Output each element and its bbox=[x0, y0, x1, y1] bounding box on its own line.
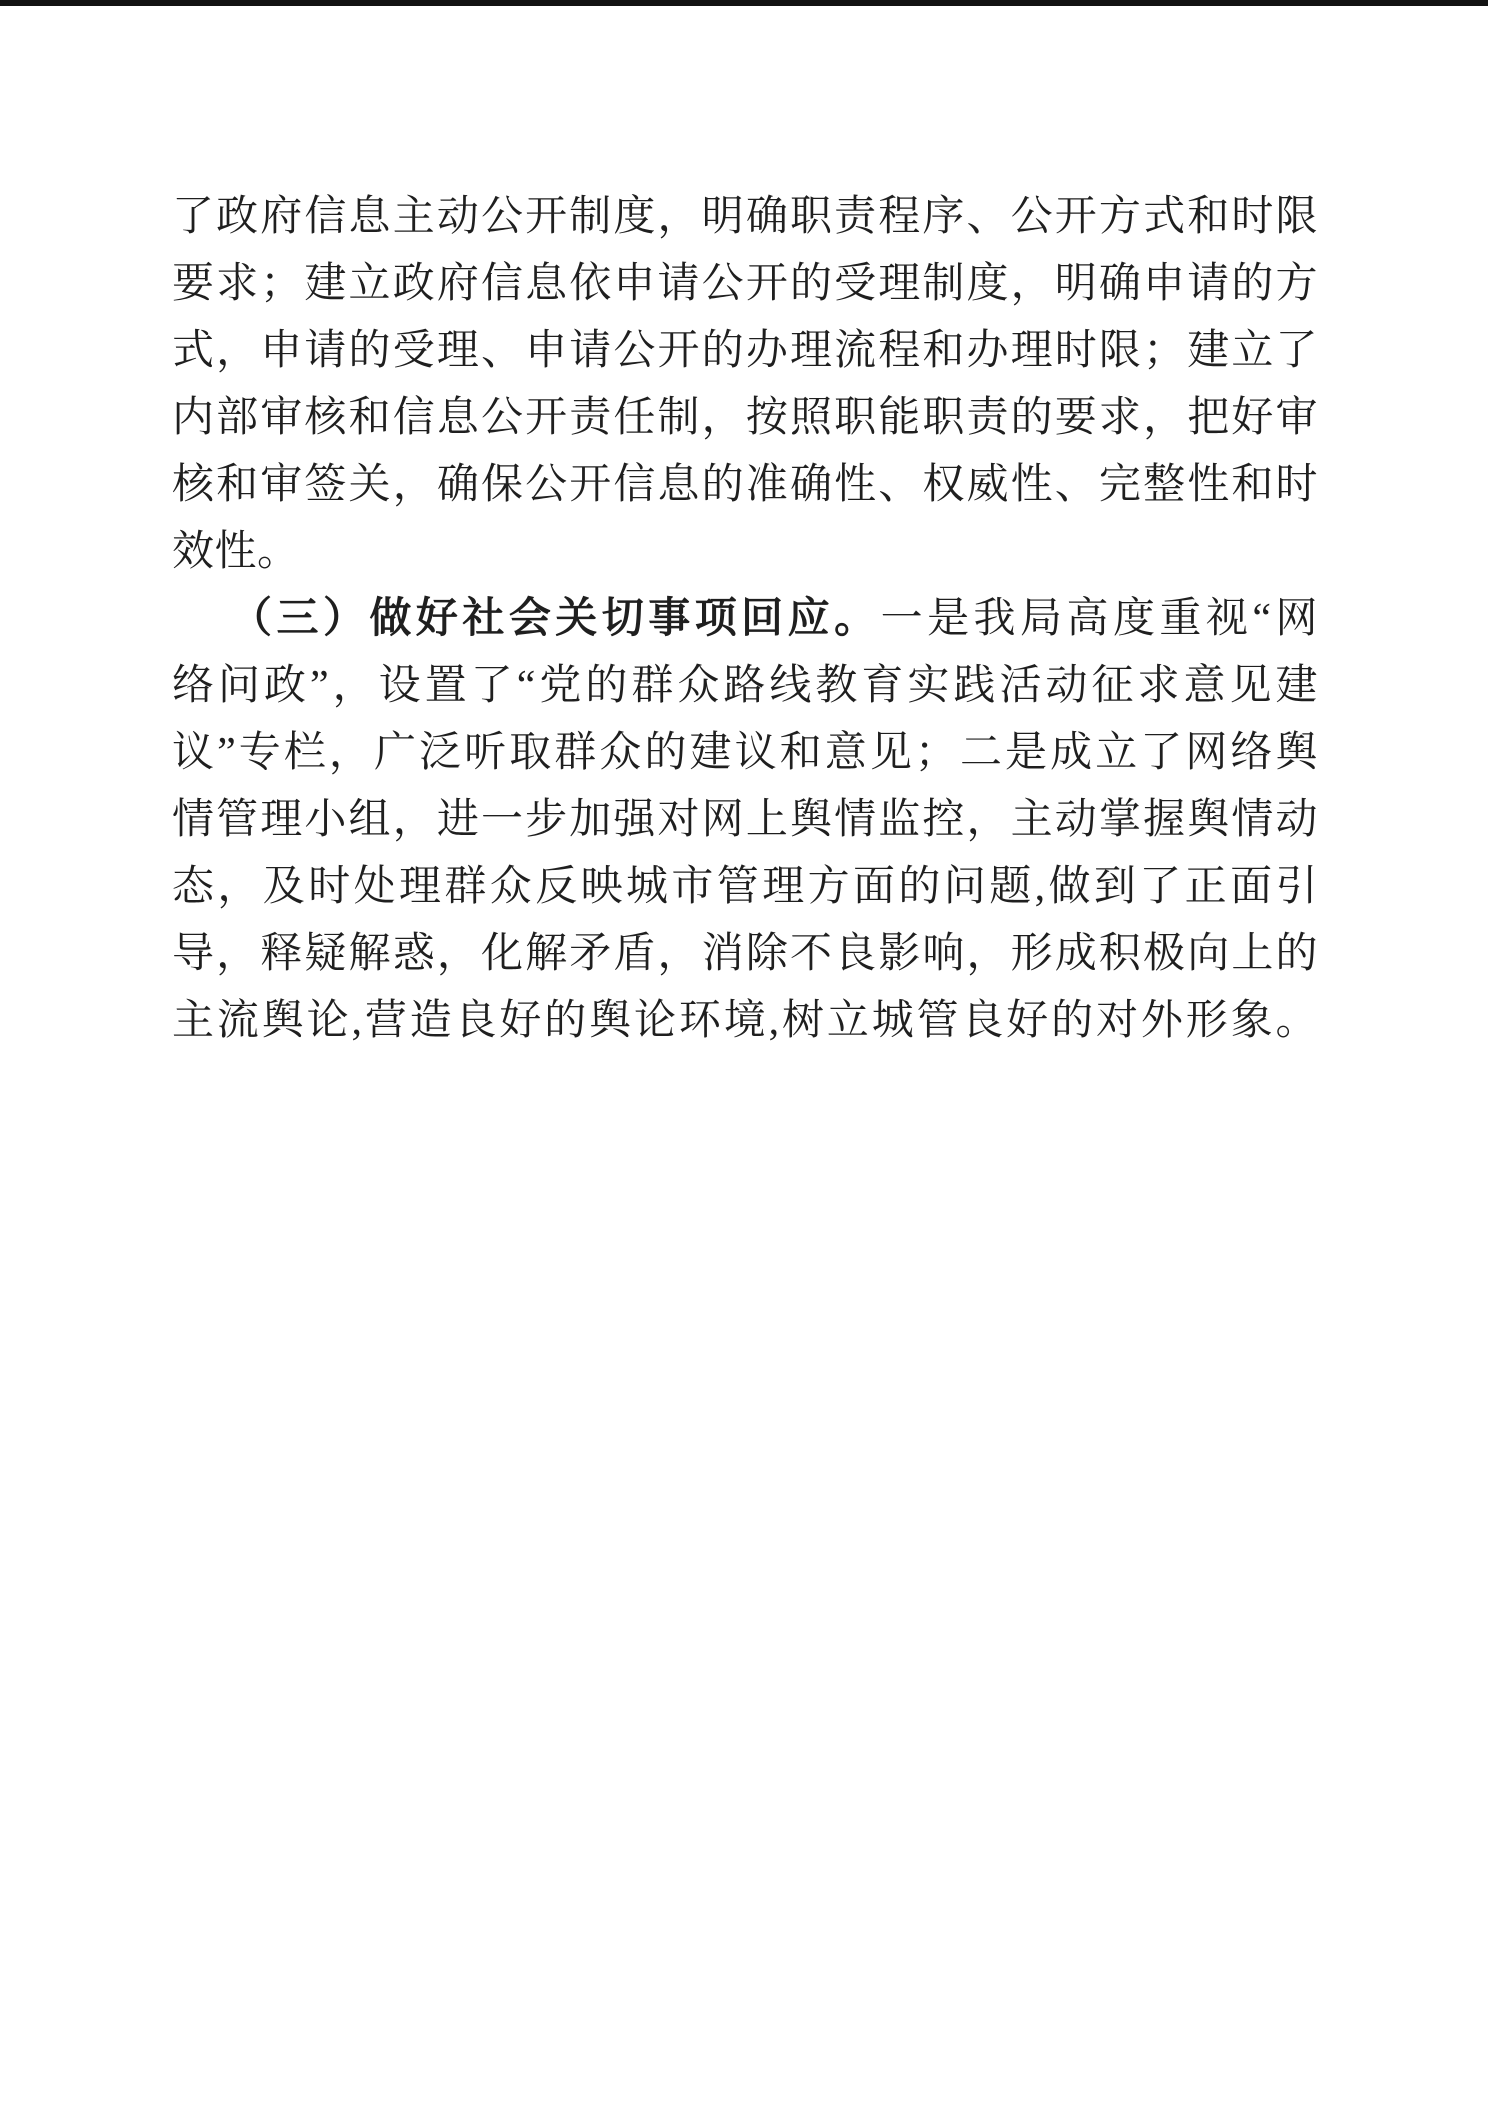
text-line bbox=[172, 586, 1318, 653]
text-line: 内部审核和信息公开责任制，按照职能职责的要求，把好审 bbox=[172, 395, 1318, 441]
text-line: 式，申请的受理、申请公开的办理流程和办理时限；建立了 bbox=[172, 328, 1318, 374]
text-run: 一是我局高度重视“网 bbox=[880, 596, 1318, 642]
text-line: 导，释疑解惑，化解矛盾，消除不良影响，形成积极向上的 bbox=[172, 931, 1318, 977]
text-line: 效性。 bbox=[172, 529, 300, 575]
text-line: 情管理小组，进一步加强对网上舆情监控，主动掌握舆情动 bbox=[172, 797, 1318, 843]
text-line: 了政府信息主动公开制度，明确职责程序、公开方式和时限 bbox=[172, 194, 1318, 240]
text-line: 议”专栏，广泛听取群众的建议和意见；二是成立了网络舆 bbox=[172, 730, 1318, 776]
text-line: 核和审签关，确保公开信息的准确性、权威性、完整性和时 bbox=[172, 462, 1318, 508]
text-line: 要求；建立政府信息依申请公开的受理制度，明确申请的方 bbox=[172, 261, 1318, 307]
text-line: 络问政”，设置了“党的群众路线教育实践活动征求意见建 bbox=[172, 663, 1318, 709]
text-line: 主流舆论,营造良好的舆论环境,树立城管良好的对外形象。 bbox=[172, 998, 1318, 1044]
document-text-block bbox=[172, 184, 1318, 1055]
text-line: 态，及时处理群众反映城市管理方面的问题,做到了正面引 bbox=[172, 864, 1318, 910]
page-top-edge bbox=[0, 0, 1488, 6]
section-heading: （三）做好社会关切事项回应。 bbox=[230, 596, 881, 642]
